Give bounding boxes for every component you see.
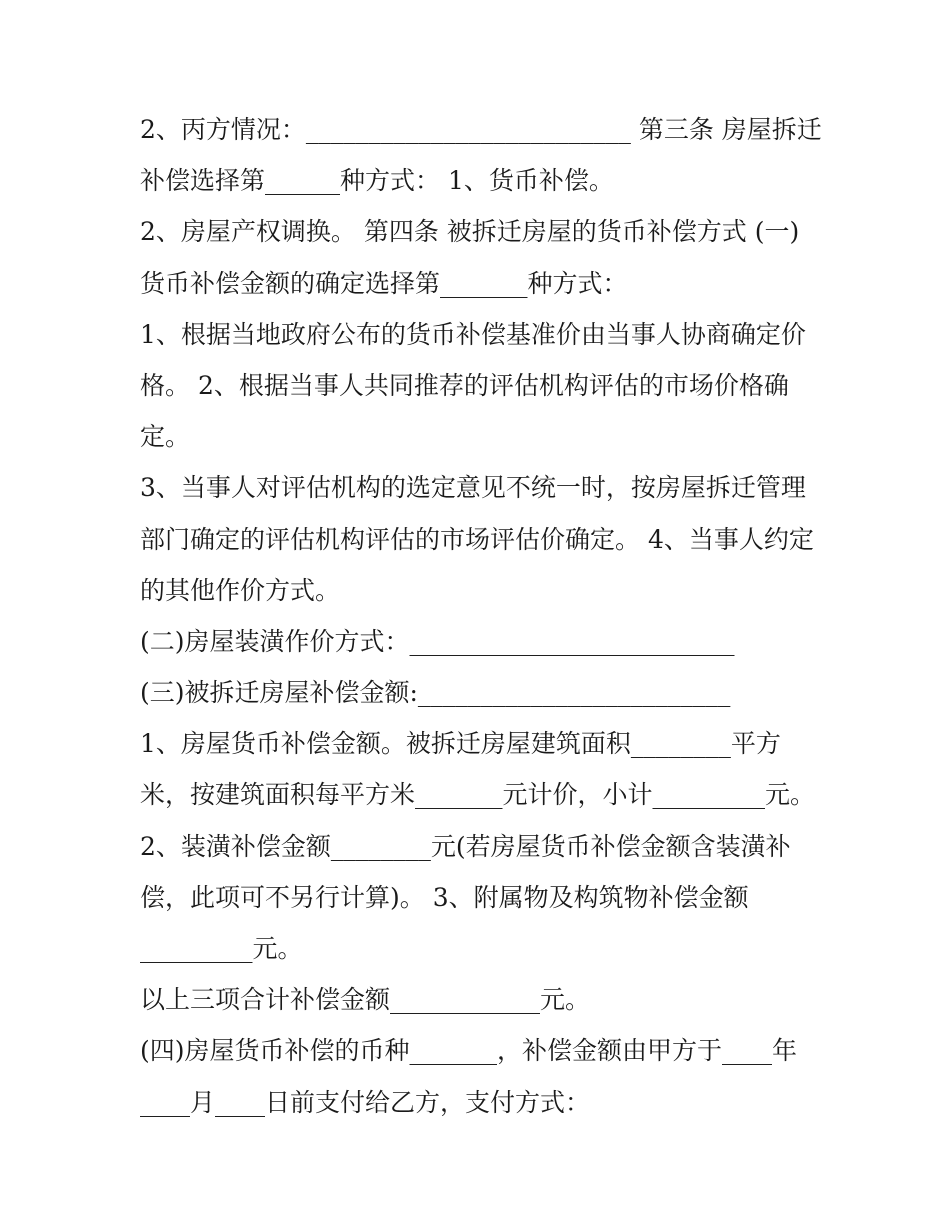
text-line: 2、房屋产权调换。 第四条 被拆迁房屋的货币补偿方式 (一) <box>140 217 800 247</box>
text-line: 货币补偿金额的确定选择第_______种方式： <box>140 268 628 298</box>
text-line: 格。 2、根据当事人共同推荐的评估机构评估的市场价格确 <box>140 370 789 400</box>
text-line: (四)房屋货币补偿的币种_______，补偿金额由甲方于____年 <box>140 1036 798 1066</box>
text-line: (二)房屋装潢作价方式：__________________________ <box>140 626 735 656</box>
text-line: 定。 <box>140 422 191 452</box>
text-line: 的其他作价方式。 <box>140 575 341 605</box>
text-line: _________元。 <box>140 934 303 963</box>
text-line: 2、丙方情况：__________________________ 第三条 房屋拆迁 <box>140 115 822 144</box>
text-line: 以上三项合计补偿金额____________元。 <box>140 985 591 1015</box>
text-line: ____月____日前支付给乙方，支付方式： <box>140 1087 591 1117</box>
document-body <box>140 104 820 1128</box>
text-line: 1、根据当地政府公布的货币补偿基准价由当事人协商确定价 <box>140 319 806 349</box>
text-line: 补偿选择第______种方式： 1、货币补偿。 <box>140 166 614 196</box>
text-line: 3、当事人对评估机构的选定意见不统一时，按房屋拆迁管理 <box>140 473 806 503</box>
text-line: 米，按建筑面积每平方米_______元计价，小计_________元。 <box>140 780 816 810</box>
text-line: (三)被拆迁房屋补偿金额:_________________________ <box>140 678 731 708</box>
text-line: 1、房屋货币补偿金额。被拆迁房屋建筑面积________平方 <box>140 729 781 759</box>
text-line: 2、装潢补偿金额________元(若房屋货币补偿金额含装潢补 <box>140 831 791 861</box>
text-line: 部门确定的评估机构评估的市场评估价确定。 4、当事人约定 <box>140 524 814 554</box>
text-line: 偿，此项可不另行计算)。 3、附属物及构筑物补偿金额 <box>140 882 749 912</box>
